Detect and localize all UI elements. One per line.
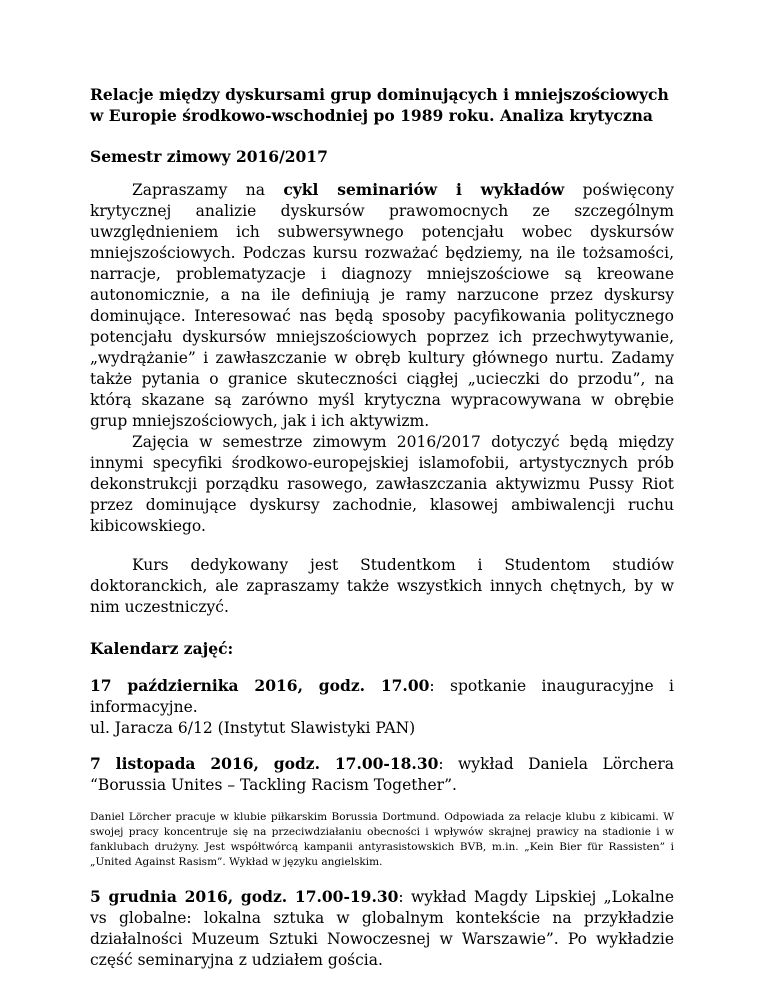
document-title: Relacje między dyskursami grup dominujących i mniejszościowych w Europie środkowo-wschodniej po 1989 roku. Analiza krytyczna [90, 85, 669, 125]
calendar-event-3 [90, 886, 674, 971]
calendar-heading: Kalendarz zajęć: [90, 639, 234, 658]
event-1-address: ul. Jaracza 6/12 (Instytut Slawistyki PAN) [90, 719, 416, 737]
event-2-note: Daniel Lörcher pracuje w klubie piłkarskim Borussia Dortmund. Odpowiada za relacje klubu z kibicami. W swojej pracy koncentruje się na przeciwdziałaniu obecności i wpływów skrajnej prawicy na stadionie i w fanklubach drużyny. Jest współtwórcą kampanii antyrasistowskich BVB, m.in. „Kein Bier für Rassisten” i „United Against Rasism”. Wykład w języku angielskim. [90, 811, 674, 868]
intro-paragraph-1 [90, 179, 674, 432]
event-3-desc: : wykład Magdy Lipskiej „Lokalne vs globalne: lokalna sztuka w globalnym kontekście na przykładzie działalności Muzeum Sztuki Nowoczesnej w Warszawie”. Po wykładzie część seminaryjna z udziałem gościa. [90, 888, 675, 969]
event-1-desc: : spotkanie inauguracyjne i informacyjne. [90, 677, 675, 716]
event-1-when: 17 października 2016, godz. 17.00 [90, 676, 430, 695]
event-2-when: 7 listopada 2016, godz. 17.00-18.30 [90, 754, 439, 773]
intro-p1-bold: cykl seminariów i wykładów [283, 180, 565, 199]
intro-paragraph-3: Kurs dedykowany jest Studentkom i Studentom studiów doktoranckich, ale zapraszamy także wszystkich innych chętnych, by w nim uczestniczyć. [90, 556, 674, 616]
event-2-desc: : wykład Daniela Lörchera “Borussia Unites – Tackling Racism Together”. [90, 755, 674, 794]
event-3-when: 5 grudnia 2016, godz. 17.00-19.30 [90, 887, 399, 906]
calendar-event-1 [90, 675, 674, 739]
calendar-event-2 [90, 753, 674, 796]
intro-p1-before: Zapraszamy na [132, 181, 284, 199]
intro-paragraph-2: Zajęcia w semestrze zimowym 2016/2017 dotyczyć będą między innymi specyfiki środkowo-europejskiej islamofobii, artystycznych prób dekonstrukcji porządku rasowego, zawłaszczania aktywizmu Pussy Riot przez dominujące dyskursy zachodnie, klasowej ambiwalencji ruchu kibicowskiego. [90, 433, 674, 535]
semester-heading: Semestr zimowy 2016/2017 [90, 147, 328, 166]
intro-p1-after: poświęcony krytycznej analizie dyskursów prawomocnych ze szczególnym uwzględnieniem ich subwersywnego potencjału wobec dyskursów mniejszościowych. Podczas kursu rozważać będziemy, na ile tożsamości, narracje, problematyzacje i diagnozy mniejszościowe są kreowane autonomicznie, a na ile definiują je ramy narzucone przez dyskursy dominujące. Interesować nas będą sposoby pacyfikowania politycznego potencjału dyskursów mniejszościowych poprzez ich przechwytywanie, „wydrążanie” i zawłaszczanie w obręb kultury głównego nurtu. Zadamy także pytania o granice skuteczności ciągłej „ucieczki do przodu”, na którą skazane są zarówno myśl krytyczna wypracowywana w obrębie grup mniejszościowych, jak i ich aktywizm. [90, 181, 674, 430]
